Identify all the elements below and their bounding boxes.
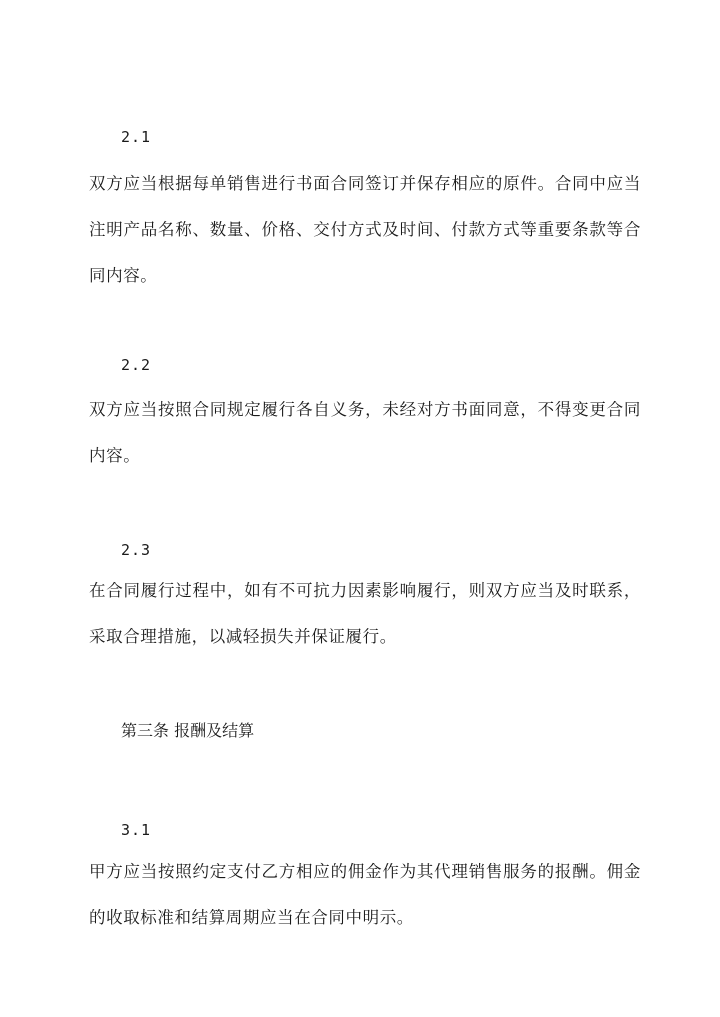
clause-number-2-3: 2.3 — [121, 541, 152, 559]
clause-number-2-1: 2.1 — [121, 128, 152, 146]
clause-text-2-3: 在合同履行过程中，如有不可抗力因素影响履行，则双方应当及时联系，采取合理措施，以减轻损失并保证履行。 — [89, 581, 641, 646]
clause-text-2-2: 双方应当按照合同规定履行各自义务，未经对方书面同意，不得变更合同内容。 — [89, 400, 641, 465]
clause-number-3-1: 3.1 — [121, 821, 152, 839]
article-heading: 第三条 报酬及结算 — [121, 721, 255, 740]
clause-text-2-1: 双方应当根据每单销售进行书面合同签订并保存相应的原件。合同中应当注明产品名称、数量、价格、交付方式及时间、付款方式等重要条款等合同内容。 — [89, 174, 641, 285]
clause-number-2-2: 2.2 — [121, 356, 152, 374]
clause-text-3-1: 甲方应当按照约定支付乙方相应的佣金作为其代理销售服务的报酬。佣金的收取标准和结算周期应当在合同中明示。 — [89, 862, 641, 927]
